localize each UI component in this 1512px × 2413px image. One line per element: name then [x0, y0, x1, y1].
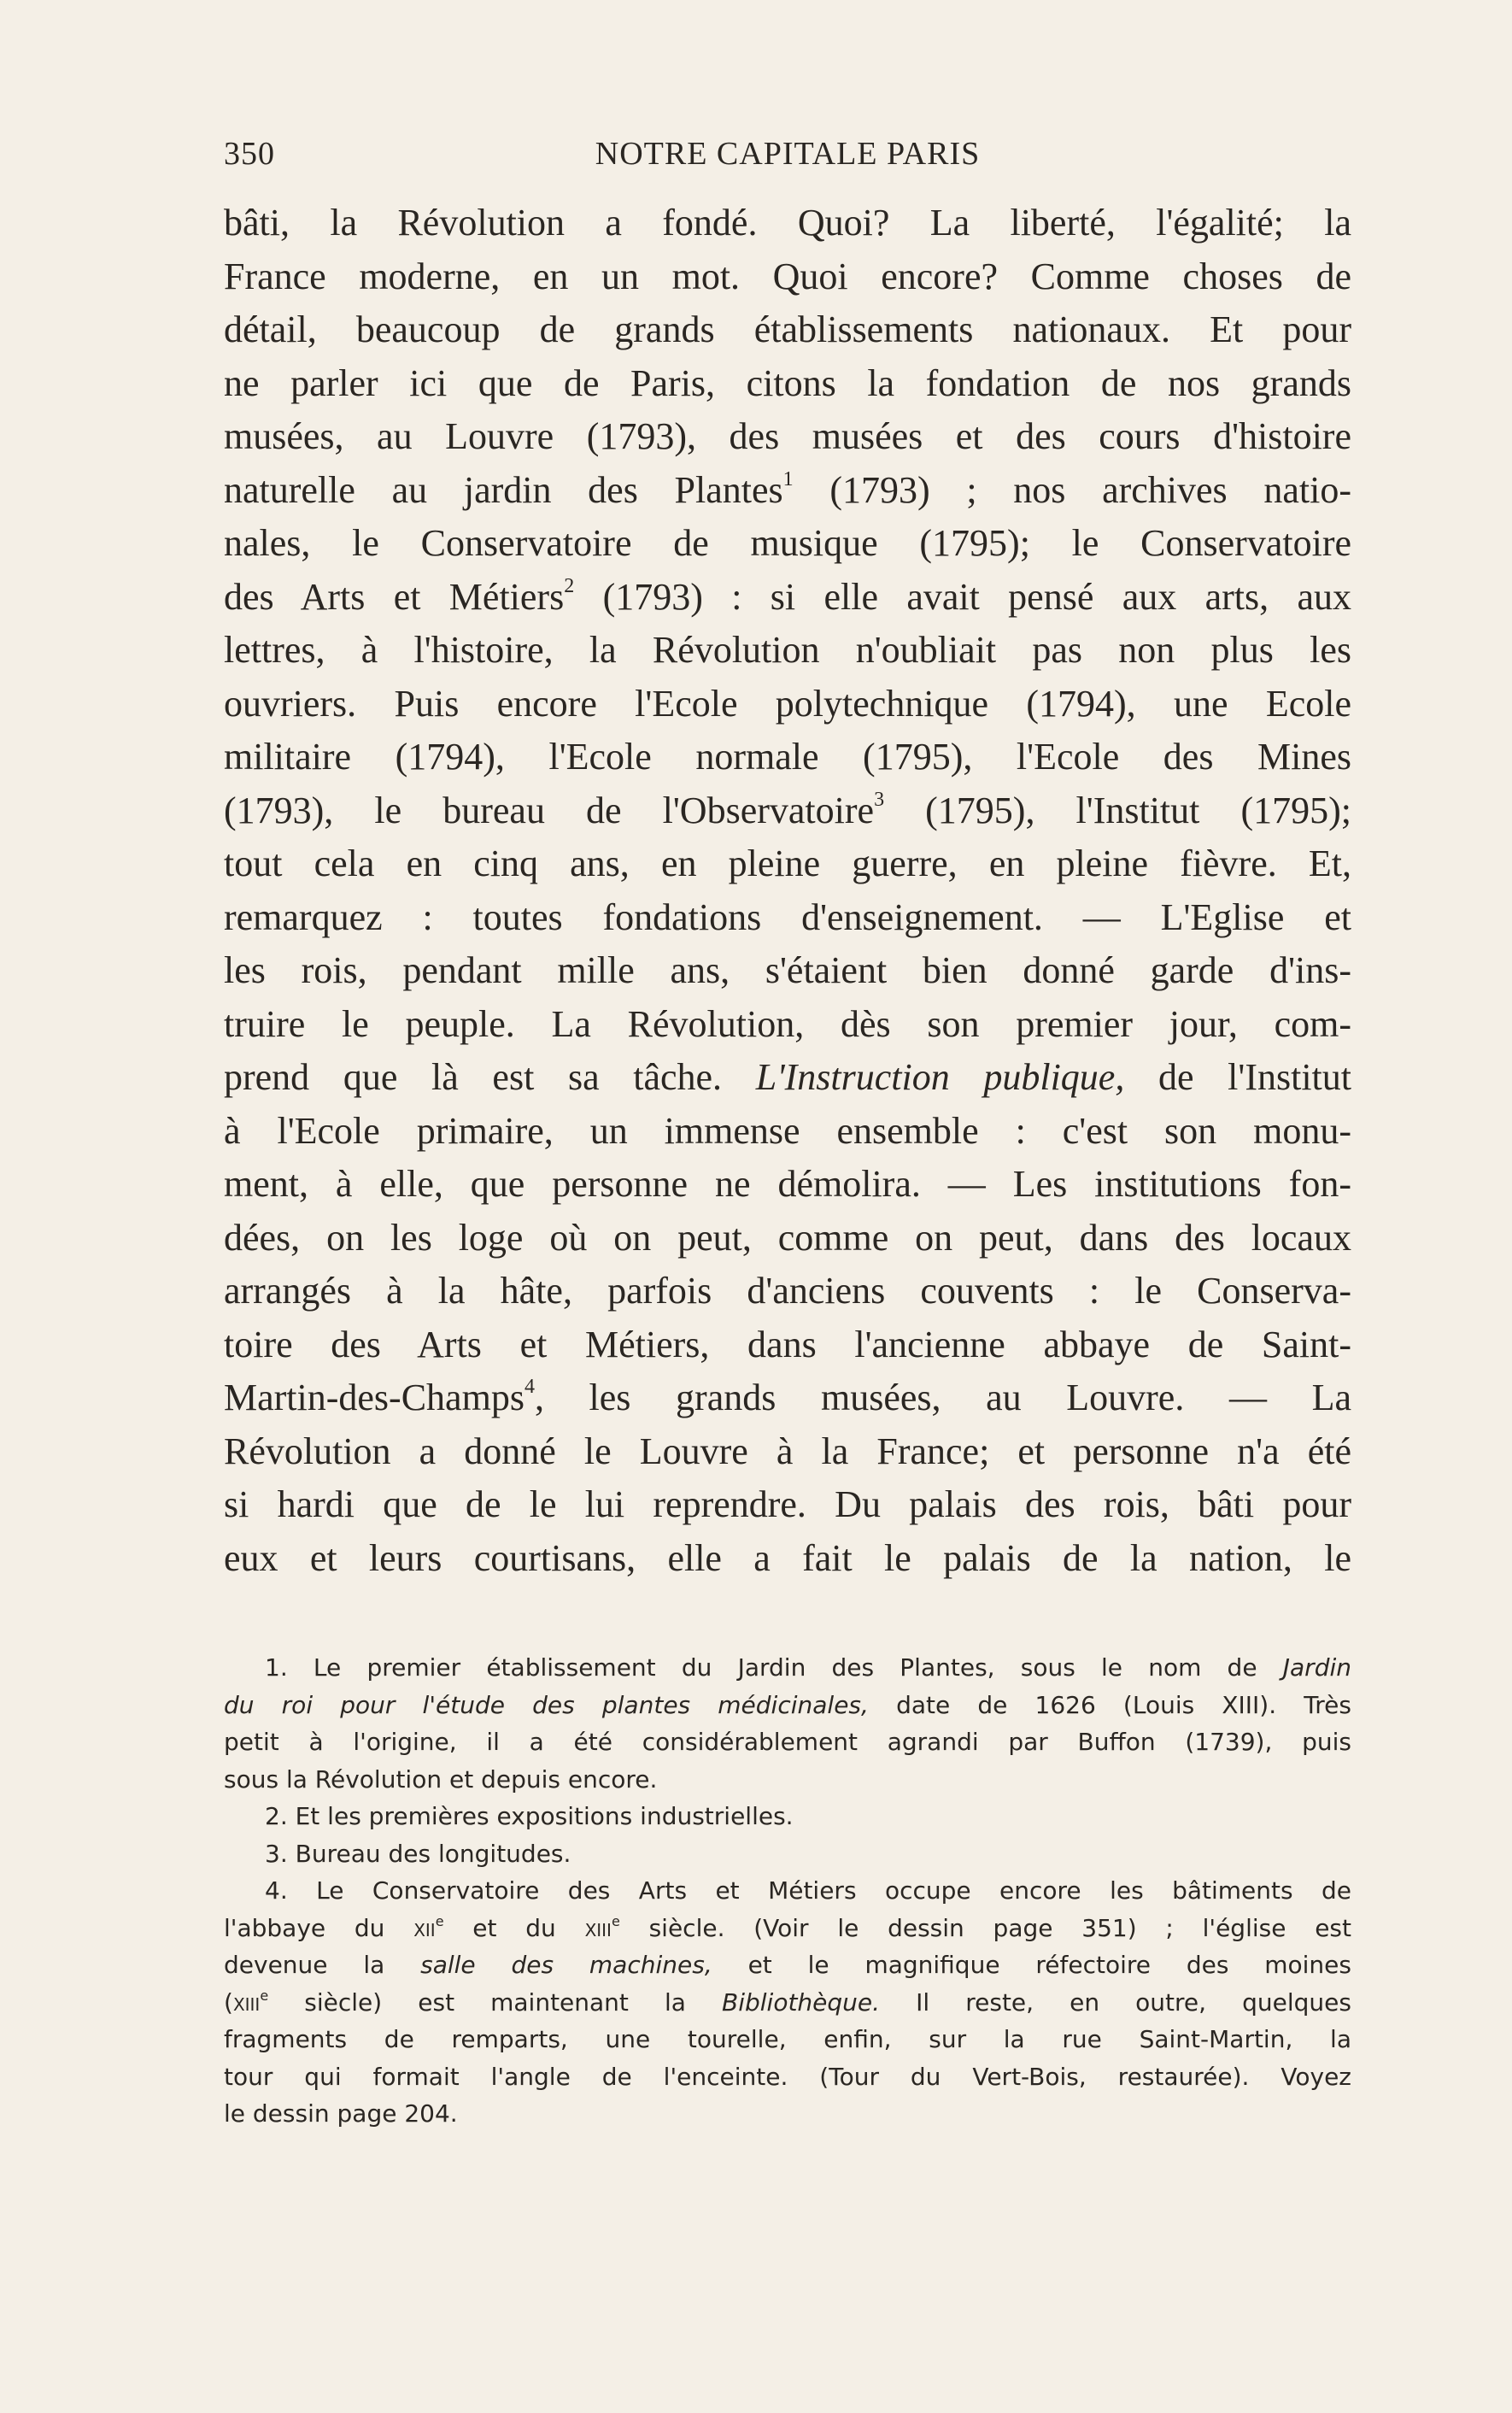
footnote-text: 1. Le premier établissement du Jardin des Plantes, sous le nom de: [265, 1653, 1283, 1682]
text-line: [224, 464, 1351, 518]
footnote-text: l'abbaye du: [224, 1913, 414, 1942]
footnote-ref: 3: [874, 788, 885, 811]
footnote-text: et le magnifique réfectoire des moines: [712, 1951, 1351, 1979]
footnote-line: le dessin page 204.: [224, 2099, 458, 2128]
text-line: ment, à elle, que personne ne démolira. — Les institutions fon-: [224, 1163, 1351, 1205]
footnote-3: 3. Bureau des longitudes.: [265, 1839, 571, 1868]
footnote-text: siècle. (Voir le dessin page 351) ; l'église est: [619, 1913, 1351, 1942]
ordinal-suffix: e: [435, 1912, 444, 1929]
footnote-text: Il reste, en outre, quelques: [880, 1987, 1351, 2017]
footnote-text: (: [224, 1987, 233, 2017]
text-segment: Martin-des-Champs: [224, 1377, 525, 1418]
text-line: si hardi que de le lui reprendre. Du palais des rois, bâti pour: [224, 1483, 1351, 1525]
running-title: NOTRE CAPITALE PARIS: [595, 136, 981, 172]
text-segment: (1793), le bureau de l'Observatoire: [224, 789, 875, 831]
roman-numeral: xiii: [232, 1987, 261, 2017]
text-line: France moderne, en un mot. Quoi encore? Comme choses de: [224, 255, 1351, 297]
body-text: [224, 197, 1351, 1585]
footnote-1: [224, 1649, 1351, 1687]
text-line: musées, au Louvre (1793), des musées et des cours d'histoire: [224, 415, 1351, 457]
text-line: [224, 571, 1351, 625]
text-line: eux et leurs courtisans, elle a fait le palais de la nation, le: [224, 1536, 1351, 1579]
text-line: nales, le Conservatoire de musique (1795); le Conservatoire: [224, 522, 1351, 564]
footnote-4: 4. Le Conservatoire des Arts et Métiers occupe encore les bâtiments de: [265, 1876, 1351, 1905]
text-line: remarquez : toutes fondations d'enseignement. — L'Eglise et: [224, 895, 1351, 938]
text-line: ne parler ici que de Paris, citons la fondation de nos grands: [224, 361, 1351, 404]
footnote-line: fragments de remparts, une tourelle, enfin, sur la rue Saint-Martin, la: [224, 2025, 1351, 2053]
italic-phrase: Jardin: [1282, 1653, 1351, 1682]
text-line: toire des Arts et Métiers, dans l'ancienne abbaye de Saint-: [224, 1323, 1351, 1365]
text-segment: (1793) ; nos archives natio-: [829, 468, 1352, 511]
text-line: Révolution a donné le Louvre à la France; et personne n'a été: [224, 1430, 1351, 1472]
text-line: lettres, à l'histoire, la Révolution n'oubliait pas non plus les: [224, 629, 1351, 671]
italic-phrase: salle des machines,: [420, 1951, 712, 1979]
text-segment: (1793) : si elle avait pensé aux arts, aux: [602, 575, 1351, 618]
footnote-ref: 1: [782, 467, 794, 490]
roman-numeral: xiii: [584, 1913, 612, 1942]
footnote-ref: 4: [524, 1376, 535, 1398]
footnote-line: tour qui formait l'angle de l'enceinte. (Tour du Vert-Bois, restaurée). Voyez: [224, 2062, 1351, 2091]
italic-phrase: du roi pour l'étude des plantes médicinales,: [224, 1690, 869, 1719]
text-line: ouvriers. Puis encore l'Ecole polytechnique (1794), une Ecole: [224, 682, 1351, 725]
text-segment: , les grands musées, au Louvre. — La: [534, 1377, 1351, 1418]
footnote-text: siècle) est maintenant la: [268, 1987, 722, 2017]
text-segment: naturelle au jardin des Plantes: [224, 468, 783, 511]
text-segment: de l'Institut: [1124, 1056, 1352, 1098]
roman-numeral: xii: [413, 1913, 436, 1942]
text-line: [224, 1051, 1351, 1105]
text-line: militaire (1794), l'Ecole normale (1795), l'Ecole des Mines: [224, 736, 1351, 778]
text-line: dées, on les loge où on peut, comme on peut, dans des locaux: [224, 1216, 1351, 1259]
text-line: [224, 1371, 1351, 1425]
footnote-ref: 2: [564, 574, 575, 597]
ordinal-suffix: e: [260, 1987, 269, 2004]
footnotes: [224, 1649, 1351, 2133]
footnote-text: et du: [443, 1913, 585, 1942]
text-line: bâti, la Révolution a fondé. Quoi? La liberté, l'égalité; la: [224, 202, 1351, 244]
footnote-2: 2. Et les premières expositions industrielles.: [265, 1802, 794, 1830]
footnote-line: [224, 1687, 1351, 1724]
text-line: tout cela en cinq ans, en pleine guerre, en pleine fièvre. Et,: [224, 842, 1351, 884]
text-line: [224, 784, 1351, 838]
text-line: truire le peuple. La Révolution, dès son premier jour, com-: [224, 1002, 1351, 1045]
footnote-line: petit à l'origine, il a été considérablement agrandi par Buffon (1739), puis: [224, 1728, 1351, 1756]
running-head: [224, 128, 1351, 179]
page-number: 350: [224, 136, 275, 172]
text-segment: prend que là est sa tâche.: [224, 1056, 756, 1098]
text-line: les rois, pendant mille ans, s'étaient bien donné garde d'ins-: [224, 949, 1351, 991]
text-line: arrangés à la hâte, parfois d'anciens couvents : le Conserva-: [224, 1270, 1351, 1312]
italic-phrase: Bibliothèque.: [722, 1987, 881, 2017]
text-segment: des Arts et Métiers: [224, 575, 565, 618]
footnote-text: devenue la: [224, 1951, 421, 1979]
footnote-line: [224, 1984, 1351, 2022]
footnote-line: sous la Révolution et depuis encore.: [224, 1764, 658, 1794]
text-line: détail, beaucoup de grands établissements nationaux. Et pour: [224, 308, 1351, 350]
ordinal-suffix: e: [611, 1912, 620, 1929]
footnote-line: [224, 1910, 1351, 1947]
footnote-text: date de 1626 (Louis XIII). Très: [868, 1690, 1351, 1719]
text-line: à l'Ecole primaire, un immense ensemble : c'est son monu-: [224, 1109, 1351, 1152]
text-segment: (1795), l'Institut (1795);: [925, 789, 1351, 831]
footnote-line: [224, 1946, 1351, 1984]
italic-phrase: L'Instruction publique,: [755, 1056, 1125, 1098]
